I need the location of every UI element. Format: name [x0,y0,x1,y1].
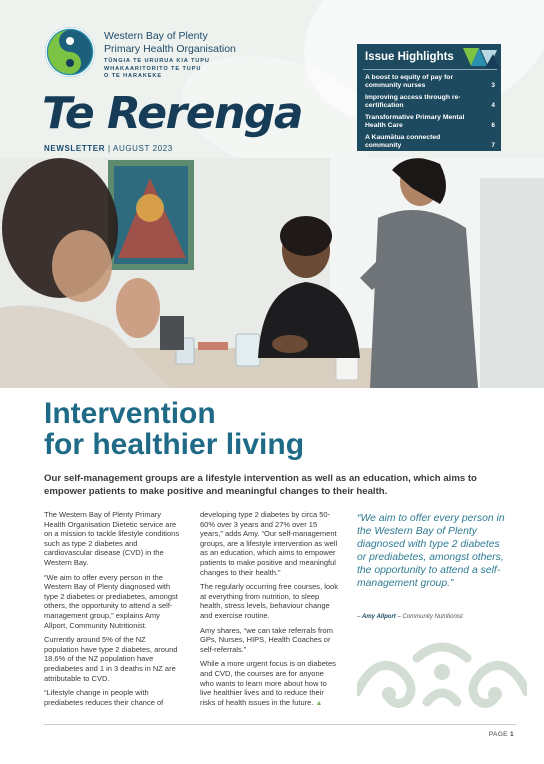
paragraph-final [200,659,338,708]
page-number [489,731,514,738]
issue-date: AUGUST 2023 [113,144,173,153]
highlights-triangles-icon [461,46,499,70]
highlight-link-kaumatua[interactable] [365,134,495,150]
cover-photo-people-meeting [0,158,544,388]
article-lead: Our self-management groups are a lifestyle intervention as well as an education, which aims to empower patients to make positive and meaningful changes to their health. [44,473,477,497]
masthead-title: Te Rerenga [42,88,303,139]
highlight-page: 7 [491,142,495,150]
article-column-2 [200,510,338,713]
highlight-label: Improving access through re-certification [365,94,461,110]
highlight-page: 3 [491,82,495,90]
article-column-1 [44,510,182,712]
issue-separator: | [107,144,111,153]
highlights-title: Issue Highlights [365,51,454,63]
highlight-label: A Kaumātua connected community [365,134,441,150]
issue-highlights-box [357,44,501,151]
org-name [104,30,236,56]
page-word: PAGE [488,731,508,738]
highlight-link-recertification[interactable] [365,94,495,110]
pull-quote: “We aim to offer every person in the Western Bay of Plenty diagnosed with type 2 diabetes or prediabetes, amongst others, the opportunity to attend a self-management group.” [357,513,505,589]
paragraph-text: While a more urgent focus is on diabetes and CVD, the courses are for anyone who wants to learn more about how to live healthier lives and to reduce their risks of health issues in the future. [200,659,336,707]
paragraph: Amy shares, “we can take referrals from GPs, Nurses, HIPS, Health Coaches or self-referrals.” [200,625,333,654]
highlights-divider [363,69,497,70]
org-logo-icon [44,26,96,78]
issue-line [44,144,173,153]
pull-quote-attribution [357,614,517,620]
article-headline [44,398,304,460]
highlight-label: A boost to equity of pay for community nurses [365,74,454,90]
motto-line: O TE HARAKEKE [104,73,163,79]
headline-line: Intervention [44,397,216,430]
newsletter-label: NEWSLETTER [44,144,106,153]
highlight-page: 4 [491,102,495,110]
org-name-line: Western Bay of Plenty [104,30,208,42]
page-number-value: 1 [510,731,514,738]
paragraph: “We aim to offer every person in the Western Bay of Plenty diagnosed with type 2 diabetes or prediabetes, amongst others, the opportunity to attend a self-management group,” explains Amy Allport, Community Nutritionist. [44,572,178,630]
end-of-article-triangle-icon: ▲ [315,699,323,707]
paragraph: The regularly occurring free courses, look at everything from nutrition, to sleep health, stress levels, behaviour change and exercise routine. [200,582,338,620]
attribution-author: Amy Allport [362,614,396,620]
attribution-dash: – [357,614,361,620]
headline-line: for healthier living [44,428,305,461]
org-name-line: Primary Health Organisation [104,43,236,55]
motto-line: WHAKAARITORITO TE TUPU [104,65,202,72]
footer-divider [44,724,516,725]
paragraph: developing type 2 diabetes by circa 50-60% over 3 years and 27% over 15 years,” adds Amy. “Our self-management groups, are a lifestyle intervention as well as an education, which aims to empower patients to make positive and meaningful changes to their health.” [200,510,338,577]
paragraph: “Lifestyle change in people with prediabetes reduces their chance of [44,688,164,707]
kowhaiwhai-pattern-icon [357,632,527,718]
paragraph: The Western Bay of Plenty Primary Health Organisation Dietetic service are on a mission to tackle lifestyle conditions such as type 2 diabetes and cardiovascular disease (CVD) in the Western Bay. [44,510,180,567]
org-maori-motto [104,58,210,81]
highlight-link-nurses-pay[interactable] [365,74,495,90]
highlight-label: Transformative Primary Mental Health Care [365,114,465,130]
motto-line: TŪNGIA TE URURUA KIA TUPU [104,58,210,64]
attribution-role: – Community Nutritionist [397,614,463,620]
highlight-link-mental-health[interactable] [365,114,495,130]
highlight-page: 6 [491,122,495,130]
paragraph: Currently around 5% of the NZ population have type 2 diabetes, around 18.6% of the NZ population have prediabetes and 1 in 3 deaths in NZ are attributable to CVD. [44,635,178,683]
